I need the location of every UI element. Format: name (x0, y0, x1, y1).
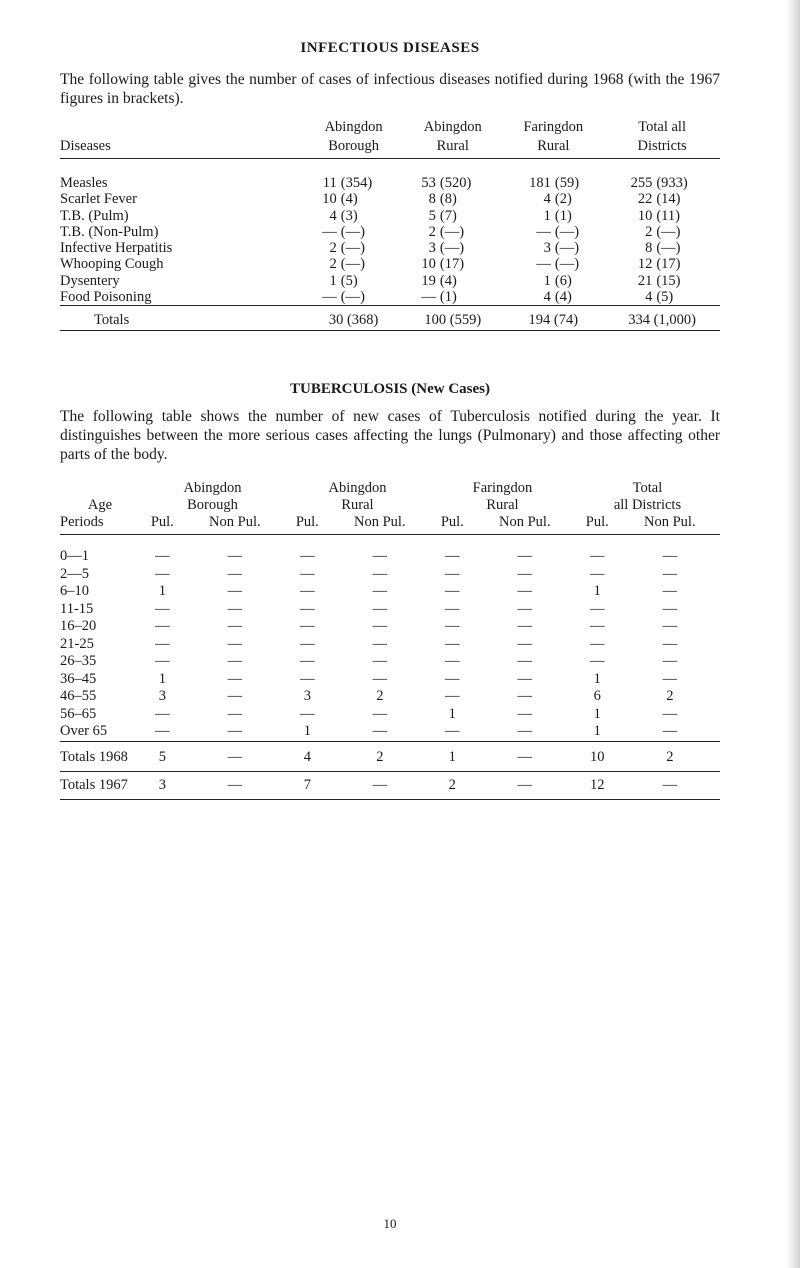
case-count-1967: (—) (656, 223, 681, 240)
case-count: — (227, 618, 243, 634)
case-count-1967: (—) (554, 223, 580, 240)
case-count: 1 (158, 583, 166, 599)
total-value: 5 (140, 741, 185, 772)
case-count: 1 (303, 723, 311, 739)
case-count-1967: (933) (656, 175, 688, 191)
case-count: — (372, 565, 388, 582)
case-count: — (590, 600, 605, 617)
header-nonpul: Non Pul. (185, 514, 285, 535)
case-count: — (662, 670, 678, 687)
totals-label: Totals 1968 (60, 741, 140, 772)
case-count: — (155, 600, 170, 617)
case-count-1968: 4 (543, 289, 551, 306)
case-count-1968: — (322, 289, 337, 306)
case-count: — (517, 670, 533, 687)
case-count-1967: (—) (340, 240, 365, 257)
case-count: — (155, 618, 170, 634)
case-count: — (155, 653, 170, 669)
case-count: — (662, 600, 678, 617)
case-count: — (155, 548, 170, 564)
total-value: 2 (330, 741, 430, 772)
table-row (60, 688, 720, 706)
case-count-1967: (—) (340, 223, 365, 240)
case-count-1968: 19 (421, 272, 436, 289)
case-count-1967: (354) (340, 175, 373, 191)
table-row (60, 208, 720, 224)
totals-1968-row (60, 741, 720, 772)
case-count: — (517, 635, 533, 652)
table-row (60, 240, 720, 256)
case-count: — (445, 635, 460, 652)
case-count: — (590, 548, 605, 564)
age-period: 21-25 (60, 635, 94, 652)
total-value: — (475, 772, 575, 800)
table-row (60, 224, 720, 240)
case-count-1968: 3 (543, 240, 551, 257)
case-count: — (372, 583, 388, 599)
disease-name: T.B. (Non-Pulm) (60, 223, 159, 240)
header-total-all-districts: Total all Districts (613, 480, 682, 513)
total-value: 1 (430, 741, 475, 772)
case-count: — (372, 618, 388, 634)
case-count-1968: 8 (645, 240, 653, 257)
case-count-1967: (11) (656, 207, 680, 224)
case-count: — (372, 723, 388, 739)
table-row (60, 706, 720, 724)
case-count: — (155, 723, 170, 739)
age-period: 6–10 (60, 583, 89, 599)
table-subheader-row (60, 514, 720, 535)
header-faringdon-rural: Faringdon Rural (472, 480, 533, 513)
case-count-1968: 181 (529, 175, 551, 191)
disease-name: Infective Herpatitis (60, 240, 173, 257)
case-count: — (300, 600, 315, 617)
age-period: 46–55 (60, 688, 97, 704)
case-count-1967: (—) (439, 223, 465, 240)
total-value: 7 (285, 772, 330, 800)
case-count-1967: (17) (439, 256, 465, 273)
table-row (60, 601, 720, 619)
case-count: — (590, 653, 605, 669)
case-count: 1 (158, 670, 166, 687)
case-count: — (590, 618, 605, 634)
table-row (60, 723, 720, 741)
disease-name: Scarlet Fever (60, 191, 137, 208)
header-pul: Pul. (430, 514, 475, 535)
case-count: — (517, 583, 533, 599)
header-age: Age (87, 497, 113, 513)
age-period: 26–35 (60, 653, 97, 669)
header-pul: Pul. (140, 514, 185, 535)
case-count-1968: — (421, 289, 436, 306)
table-row (60, 289, 720, 306)
case-count: — (227, 705, 243, 722)
header-periods: Periods (60, 514, 140, 535)
total-value: 2 (620, 741, 720, 772)
case-count-1967: (17) (656, 256, 681, 273)
case-count-1968: 2 (645, 223, 653, 240)
case-count: — (445, 618, 460, 634)
table-row (60, 191, 720, 207)
total-value: — (185, 772, 285, 800)
case-count: — (517, 600, 533, 617)
case-count: 2 (666, 688, 674, 704)
case-count: — (155, 565, 170, 582)
tuberculosis-table (60, 480, 720, 800)
total-value: — (620, 772, 720, 800)
case-count: — (662, 548, 678, 564)
case-count: — (517, 723, 533, 739)
case-count-1967: (6) (554, 272, 572, 289)
case-count: — (662, 635, 678, 652)
case-count-1967: (1) (554, 207, 572, 224)
case-count: 3 (303, 688, 311, 704)
case-count-1968: 8 (428, 191, 436, 208)
totals-row (60, 306, 720, 330)
case-count: — (662, 705, 678, 722)
case-count: 1 (593, 723, 601, 739)
table-row (60, 636, 720, 654)
header-faringdon-rural: Faringdon Rural (523, 119, 584, 154)
case-count-1967: (8) (439, 191, 457, 208)
case-count-1967: (1) (439, 289, 457, 306)
disease-name: Measles (60, 175, 108, 191)
case-count-1967: (14) (656, 191, 681, 208)
case-count-1968: 11 (322, 175, 337, 191)
case-count: — (662, 653, 678, 669)
case-count-1968: 2 (329, 240, 337, 257)
case-count-1968: — (536, 256, 551, 273)
case-count-1967: (520) (439, 175, 472, 191)
case-count: — (445, 583, 460, 599)
total-value: 194 (74) (502, 306, 604, 330)
case-count: — (445, 565, 460, 582)
age-period: Over 65 (60, 723, 108, 739)
case-count: — (517, 618, 533, 634)
case-count: — (517, 565, 533, 582)
case-count-1967: (4) (554, 289, 572, 306)
header-diseases: Diseases (60, 138, 111, 154)
case-count-1967: (4) (340, 191, 358, 208)
case-count-1968: 4 (645, 289, 653, 306)
age-period: 2—5 (60, 565, 89, 582)
intro-tuberculosis: The following table shows the number of new cases of Tuberculosis notified during the year. It distinguishes between the more serious cases affecting the lungs (Pulmonary) and those affecting other parts of the body. (60, 408, 720, 463)
case-count: — (372, 653, 388, 669)
case-count-1968: 10 (421, 256, 436, 273)
case-count: — (300, 565, 315, 582)
case-count-1967: (59) (554, 175, 580, 191)
header-pul: Pul. (285, 514, 330, 535)
case-count: — (662, 723, 678, 739)
case-count: — (445, 688, 460, 704)
case-count: 1 (593, 670, 601, 687)
header-nonpul: Non Pul. (620, 514, 720, 535)
table-row (60, 566, 720, 584)
case-count-1968: 2 (428, 223, 436, 240)
totals-label: Totals 1967 (60, 772, 140, 800)
case-count: — (662, 583, 678, 599)
case-count: — (372, 705, 388, 722)
case-count-1968: 4 (543, 191, 551, 208)
case-count: — (517, 548, 533, 564)
case-count-1968: — (536, 223, 551, 240)
case-count-1968: 255 (630, 175, 653, 191)
header-total-all-districts: Total all Districts (637, 119, 687, 154)
header-abingdon-borough: Abingdon Borough (183, 480, 242, 513)
case-count-1968: 5 (428, 207, 436, 224)
total-value: — (330, 772, 430, 800)
case-count-1967: (4) (439, 272, 457, 289)
case-count-1967: (—) (340, 256, 365, 273)
case-count: 1 (593, 705, 601, 722)
case-count: — (300, 705, 315, 722)
case-count-1968: 3 (428, 240, 436, 257)
case-count: — (662, 565, 678, 582)
case-count: 6 (593, 688, 601, 704)
table-row (60, 618, 720, 636)
case-count-1967: (3) (340, 207, 358, 224)
case-count-1967: (—) (656, 240, 681, 257)
case-count: — (227, 565, 243, 582)
age-period: 0—1 (60, 548, 89, 564)
case-count-1968: 12 (637, 256, 653, 273)
case-count: — (227, 670, 243, 687)
case-count: — (517, 653, 533, 669)
case-count: — (227, 600, 243, 617)
disease-name: Food Poisoning (60, 289, 152, 306)
page-number: 10 (383, 1216, 397, 1231)
case-count-1967: (—) (554, 256, 580, 273)
age-period: 36–45 (60, 670, 97, 687)
case-count: — (227, 548, 243, 564)
disease-name: Dysentery (60, 272, 120, 289)
intro-infectious: The following table gives the number of cases of infectious diseases notified during 1968 (with the 1967 figures in brackets). (60, 71, 720, 107)
case-count: — (300, 583, 315, 599)
case-count: — (445, 653, 460, 669)
table-row (60, 653, 720, 671)
case-count: — (445, 600, 460, 617)
total-value: 334 (1,000) (604, 306, 720, 330)
case-count: — (155, 705, 170, 722)
case-count: — (372, 635, 388, 652)
header-abingdon-rural: Abingdon Rural (423, 119, 482, 154)
case-count: — (227, 688, 243, 704)
total-value: — (475, 741, 575, 772)
case-count-1968: 10 (637, 207, 653, 224)
table-row (60, 583, 720, 601)
case-count-1968: 1 (329, 272, 337, 289)
case-count-1967: (5) (340, 272, 358, 289)
table-row (60, 159, 720, 192)
header-nonpul: Non Pul. (475, 514, 575, 535)
table-header-row (60, 480, 720, 514)
case-count: — (590, 565, 605, 582)
case-count: — (662, 618, 678, 634)
case-count-1967: (—) (554, 240, 580, 257)
case-count-1967: (—) (340, 289, 365, 306)
case-count-1968: 53 (421, 175, 436, 191)
case-count: — (300, 653, 315, 669)
age-period: 56–65 (60, 705, 97, 722)
table-header-row (60, 118, 720, 159)
case-count: — (300, 670, 315, 687)
case-count-1967: (7) (439, 207, 457, 224)
case-count-1968: 10 (322, 191, 337, 208)
case-count-1968: 2 (329, 256, 337, 273)
case-count: — (372, 600, 388, 617)
total-value: 3 (140, 772, 185, 800)
case-count: — (590, 635, 605, 652)
header-abingdon-rural: Abingdon Rural (328, 480, 387, 513)
case-count-1968: 22 (637, 191, 653, 208)
infectious-diseases-table (60, 118, 720, 331)
header-abingdon-borough: Abingdon Borough (324, 119, 383, 154)
case-count: — (445, 670, 460, 687)
total-value: — (185, 741, 285, 772)
case-count: — (300, 548, 315, 564)
case-count-1967: (15) (656, 272, 681, 289)
totals-1967-row (60, 772, 720, 800)
case-count-1968: 1 (543, 272, 551, 289)
header-nonpul: Non Pul. (330, 514, 430, 535)
case-count: 2 (376, 688, 384, 704)
case-count-1967: (2) (554, 191, 572, 208)
total-value: 4 (285, 741, 330, 772)
case-count: — (227, 723, 243, 739)
case-count: — (372, 670, 388, 687)
case-count: — (227, 653, 243, 669)
totals-label: Totals (60, 306, 304, 330)
case-count: — (445, 723, 460, 739)
tuberculosis-title: TUBERCULOSIS (New Cases) (289, 381, 491, 397)
case-count-1967: (5) (656, 289, 674, 306)
case-count-1968: — (322, 223, 337, 240)
case-count: — (300, 635, 315, 652)
case-count-1968: 1 (543, 207, 551, 224)
case-count: — (517, 705, 533, 722)
disease-name: Whooping Cough (60, 256, 164, 273)
table-row (60, 671, 720, 689)
total-value: 100 (559) (403, 306, 502, 330)
total-value: 2 (430, 772, 475, 800)
total-value: 12 (575, 772, 620, 800)
case-count: — (155, 635, 170, 652)
table-row (60, 273, 720, 289)
case-count-1967: (—) (439, 240, 465, 257)
age-period: 11-15 (60, 600, 94, 617)
age-period: 16–20 (60, 618, 97, 634)
case-count: — (227, 583, 243, 599)
table-row (60, 256, 720, 272)
page-edge-shadow (786, 0, 800, 1268)
case-count: — (300, 618, 315, 634)
case-count-1968: 21 (637, 272, 653, 289)
case-count: — (372, 548, 388, 564)
page-title: INFECTIOUS DISEASES (300, 40, 480, 56)
case-count: 3 (158, 688, 166, 704)
disease-name: T.B. (Pulm) (60, 207, 129, 224)
total-value: 30 (368) (304, 306, 403, 330)
case-count: — (445, 548, 460, 564)
case-count: 1 (448, 705, 456, 722)
total-value: 10 (575, 741, 620, 772)
case-count: 1 (593, 583, 601, 599)
case-count: — (227, 635, 243, 652)
header-pul: Pul. (575, 514, 620, 535)
table-row (60, 535, 720, 566)
case-count-1968: 4 (329, 207, 337, 224)
case-count: — (517, 688, 533, 704)
